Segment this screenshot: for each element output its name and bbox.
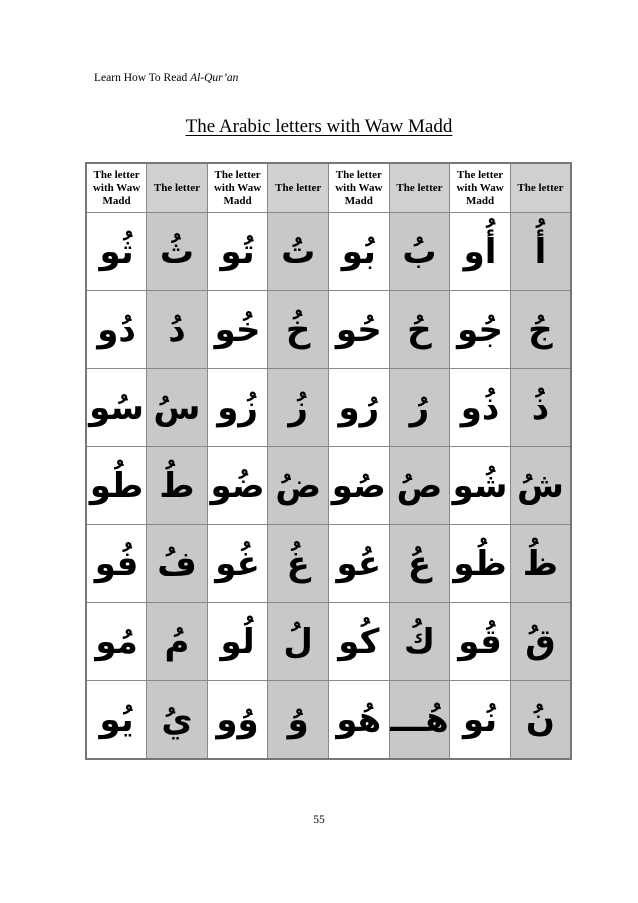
table-row xyxy=(86,369,571,447)
header-row xyxy=(86,163,571,213)
column-header: The letter xyxy=(147,163,208,213)
letter-cell: فُ xyxy=(147,525,208,603)
page-title: The Arabic letters with Waw Madd xyxy=(185,116,453,137)
letter-cell: حُ xyxy=(389,291,450,369)
letter-cell: تُ xyxy=(268,213,329,291)
letter-with-waw-cell: طُو xyxy=(86,447,147,525)
table-row xyxy=(86,447,571,525)
letter-cell: بُ xyxy=(389,213,450,291)
table-row xyxy=(86,213,571,291)
letter-cell: جُ xyxy=(510,291,571,369)
letter-cell: ثُ xyxy=(147,213,208,291)
letter-with-waw-cell: فُو xyxy=(86,525,147,603)
table-row xyxy=(86,681,571,760)
letter-with-waw-cell: هُو xyxy=(329,681,390,760)
letter-with-waw-cell: مُو xyxy=(86,603,147,681)
letter-with-waw-cell: جُو xyxy=(450,291,511,369)
letter-cell: ظُ xyxy=(510,525,571,603)
letter-with-waw-cell: صُو xyxy=(329,447,390,525)
letter-with-waw-cell: ضُو xyxy=(207,447,268,525)
letter-cell: قُ xyxy=(510,603,571,681)
letter-with-waw-cell: وُو xyxy=(207,681,268,760)
letter-with-waw-cell: دُو xyxy=(86,291,147,369)
column-header: The letter xyxy=(268,163,329,213)
letter-with-waw-cell: غُو xyxy=(207,525,268,603)
letter-with-waw-cell: أُو xyxy=(450,213,511,291)
column-header: The letter xyxy=(389,163,450,213)
page-number: 55 xyxy=(313,814,325,826)
letter-with-waw-cell: يُو xyxy=(86,681,147,760)
letters-table xyxy=(85,162,572,760)
letter-cell: لُ xyxy=(268,603,329,681)
letter-cell: خُ xyxy=(268,291,329,369)
letter-cell: صُ xyxy=(389,447,450,525)
letter-cell: سُ xyxy=(147,369,208,447)
letter-with-waw-cell: لُو xyxy=(207,603,268,681)
letter-cell: ضُ xyxy=(268,447,329,525)
column-header: The letter xyxy=(510,163,571,213)
letter-with-waw-cell: ظُو xyxy=(450,525,511,603)
letter-with-waw-cell: خُو xyxy=(207,291,268,369)
letter-cell: هُـــ xyxy=(389,681,450,760)
page-header xyxy=(94,72,238,84)
column-header: The letter with Waw Madd xyxy=(450,163,511,213)
letter-with-waw-cell: سُو xyxy=(86,369,147,447)
table-row xyxy=(86,291,571,369)
letter-cell: شُ xyxy=(510,447,571,525)
letter-with-waw-cell: عُو xyxy=(329,525,390,603)
letter-with-waw-cell: كُو xyxy=(329,603,390,681)
letter-cell: مُ xyxy=(147,603,208,681)
letter-with-waw-cell: قُو xyxy=(450,603,511,681)
letter-with-waw-cell: ثُو xyxy=(86,213,147,291)
letter-with-waw-cell: شُو xyxy=(450,447,511,525)
letter-with-waw-cell: بُو xyxy=(329,213,390,291)
letter-cell: نُ xyxy=(510,681,571,760)
letter-with-waw-cell: رُو xyxy=(329,369,390,447)
letter-with-waw-cell: نُو xyxy=(450,681,511,760)
letter-cell: وُ xyxy=(268,681,329,760)
letter-cell: عُ xyxy=(389,525,450,603)
letter-cell: أُ xyxy=(510,213,571,291)
letter-cell: دُ xyxy=(147,291,208,369)
column-header: The letter with Waw Madd xyxy=(207,163,268,213)
letter-cell: زُ xyxy=(268,369,329,447)
letter-cell: رُ xyxy=(389,369,450,447)
letter-cell: ذُ xyxy=(510,369,571,447)
letter-with-waw-cell: زُو xyxy=(207,369,268,447)
header-text: Learn How To Read xyxy=(94,72,191,84)
letter-cell: يُ xyxy=(147,681,208,760)
column-header: The letter with Waw Madd xyxy=(86,163,147,213)
table-row xyxy=(86,603,571,681)
letter-with-waw-cell: ذُو xyxy=(450,369,511,447)
letter-with-waw-cell: حُو xyxy=(329,291,390,369)
letter-cell: كُ xyxy=(389,603,450,681)
column-header: The letter with Waw Madd xyxy=(329,163,390,213)
letter-with-waw-cell: تُو xyxy=(207,213,268,291)
letter-cell: غُ xyxy=(268,525,329,603)
letter-cell: طُ xyxy=(147,447,208,525)
header-italic: Al-Qur’an xyxy=(190,72,239,84)
table-row xyxy=(86,525,571,603)
